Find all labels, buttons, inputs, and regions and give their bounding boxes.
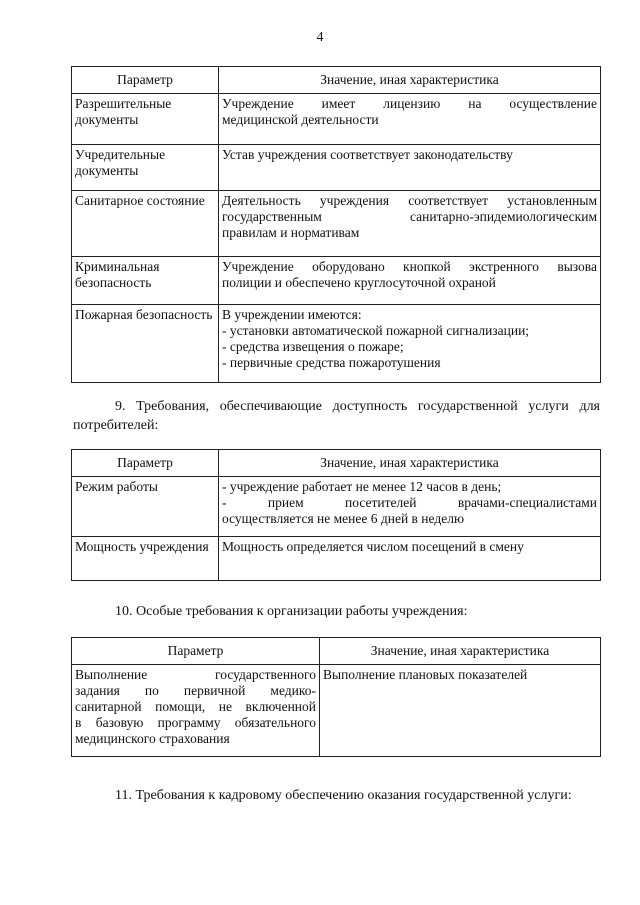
- column-header-value: Значение, иная характеристика: [219, 450, 601, 477]
- section-11-heading: 11. Требования к кадровому обеспечению оказания государственной услуги:: [115, 788, 572, 803]
- value-line: - установки автоматической пожарной сигнализации;: [222, 323, 530, 338]
- section-10-heading: 10. Особые требования к организации работы учреждения:: [115, 604, 468, 619]
- row-param: Мощность учреждения: [72, 537, 219, 581]
- row-param: Разрешительные документы: [72, 94, 219, 145]
- row-param: Санитарное состояние: [72, 191, 219, 257]
- value-line: Учреждение имеет лицензию на осуществление: [222, 96, 597, 111]
- accessibility-table: [71, 449, 601, 581]
- param-line: в базовую программу обязательного: [75, 715, 316, 730]
- table-row: [72, 665, 601, 757]
- param-line: Выполнение государственного: [75, 667, 316, 682]
- table-row: [72, 537, 601, 581]
- table-row: [72, 477, 601, 537]
- value-line: Устав учреждения соответствует законодательству: [222, 147, 513, 162]
- value-line: правилам и нормативам: [222, 225, 360, 240]
- conditions-table: [71, 66, 601, 383]
- table-row: [72, 305, 601, 383]
- value-line: Мощность определяется числом посещений в смену: [222, 539, 524, 554]
- table-header-row: [72, 638, 601, 665]
- section-9-heading: 9. Требования, обеспечивающие доступность государственной услуги для потребителей:: [73, 399, 600, 433]
- row-param: Режим работы: [72, 477, 219, 537]
- value-line: Учреждение оборудовано кнопкой экстренного вызова: [222, 259, 597, 274]
- row-param: Пожарная безопасность: [72, 305, 219, 383]
- row-value: [219, 94, 601, 145]
- table-header-row: [72, 67, 601, 94]
- param-line: санитарной помощи, не включенной: [75, 699, 316, 714]
- row-param: [72, 665, 320, 757]
- special-requirements-table: [71, 637, 601, 757]
- value-line: - прием посетителей врачами-специалистами: [222, 495, 597, 510]
- param-line: задания по первичной медико-: [75, 683, 316, 698]
- table-row: [72, 94, 601, 145]
- table-row: [72, 145, 601, 191]
- value-line: осуществляется не менее 6 дней в неделю: [222, 511, 465, 526]
- table-row: [72, 191, 601, 257]
- column-header-parameter: Параметр: [72, 67, 219, 94]
- row-value: [219, 257, 601, 305]
- value-line: государственным санитарно-эпидемиологическим: [222, 209, 597, 224]
- value-line: полиции и обеспечено круглосуточной охраной: [222, 275, 496, 290]
- value-line: - средства извещения о пожаре;: [222, 339, 404, 354]
- value-line: В учреждении имеются:: [222, 307, 362, 322]
- param-line: медицинского страхования: [75, 731, 230, 746]
- column-header-parameter: Параметр: [72, 638, 320, 665]
- value-line: - первичные средства пожаротушения: [222, 355, 441, 370]
- row-value: [219, 477, 601, 537]
- column-header-value: Значение, иная характеристика: [320, 638, 601, 665]
- row-value: [219, 191, 601, 257]
- value-line: медицинской деятельности: [222, 112, 379, 127]
- value-line: Выполнение плановых показателей: [323, 667, 528, 682]
- row-param: Криминальная безопасность: [72, 257, 219, 305]
- row-value: [320, 665, 601, 757]
- row-value: [219, 305, 601, 383]
- page-number: 4: [316, 30, 324, 45]
- row-value: [219, 145, 601, 191]
- table-header-row: [72, 450, 601, 477]
- column-header-parameter: Параметр: [72, 450, 219, 477]
- row-param: Учредительные документы: [72, 145, 219, 191]
- value-line: - учреждение работает не менее 12 часов в день;: [222, 479, 502, 494]
- row-value: [219, 537, 601, 581]
- value-line: Деятельность учреждения соответствует установленным: [222, 193, 597, 208]
- column-header-value: Значение, иная характеристика: [219, 67, 601, 94]
- table-row: [72, 257, 601, 305]
